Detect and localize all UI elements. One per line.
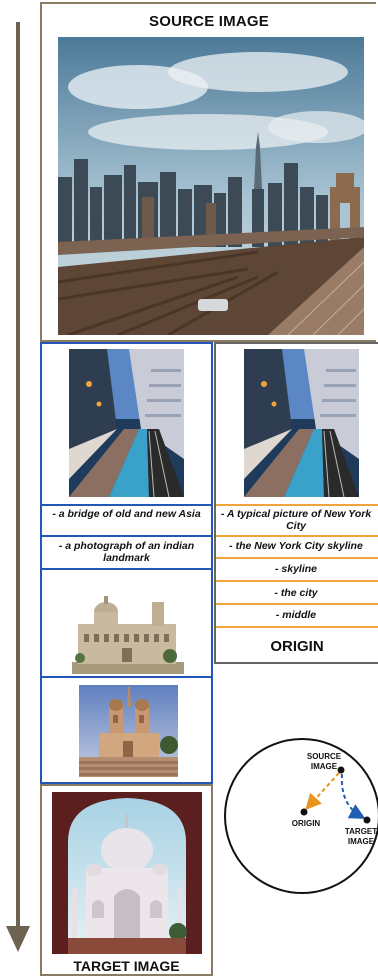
station-photo-orange xyxy=(244,349,359,497)
landmark-photo-palace xyxy=(72,582,184,674)
target-image-panel xyxy=(40,784,213,976)
orange-path-column xyxy=(214,342,378,664)
legend-target-label-line1: TARGET xyxy=(344,827,378,836)
palace-illustration xyxy=(72,582,184,674)
orange-separator xyxy=(216,504,378,506)
station-photo-blue xyxy=(69,349,184,497)
landmark-photo-church xyxy=(79,685,178,777)
train-station-illustration xyxy=(244,349,359,497)
target-image-title: TARGET IMAGE xyxy=(73,958,180,974)
legend-target-dot xyxy=(364,817,371,824)
orange-separator xyxy=(216,626,378,628)
orange-separator xyxy=(216,557,378,559)
blue-separator xyxy=(42,535,211,537)
source-photo-brooklyn-bridge xyxy=(58,37,364,335)
skyline-bridge-illustration xyxy=(58,37,364,335)
blue-separator xyxy=(42,504,211,506)
legend-circle xyxy=(225,739,378,893)
blue-separator xyxy=(42,676,211,678)
legend-target-label-line2: IMAGE xyxy=(347,837,375,846)
legend-source-label-line2: IMAGE xyxy=(310,762,338,771)
caption-orange-2: - the New York City skyline xyxy=(229,540,363,552)
target-photo-taj-mahal xyxy=(52,792,202,954)
legend-origin-dot xyxy=(301,809,308,816)
legend-diagram xyxy=(222,733,378,899)
orange-separator xyxy=(216,535,378,537)
legend-origin-label: ORIGIN xyxy=(291,819,321,828)
progress-arrow-shaft xyxy=(16,22,20,932)
origin-label: ORIGIN xyxy=(270,638,324,655)
caption-orange-5: - middle xyxy=(275,609,317,621)
source-image-title: SOURCE IMAGE xyxy=(149,13,269,30)
caption-blue-1: - a bridge of old and new Asia xyxy=(52,508,201,520)
caption-blue-2: - a photograph of an indian landmark xyxy=(58,540,195,564)
progress-arrow-head xyxy=(6,926,30,952)
church-illustration xyxy=(79,685,178,777)
caption-orange-3: - skyline xyxy=(274,563,318,575)
source-image-panel xyxy=(40,2,376,342)
orange-separator xyxy=(216,603,378,605)
taj-mahal-illustration xyxy=(52,792,202,954)
train-station-illustration xyxy=(69,349,184,497)
orange-separator xyxy=(216,580,378,582)
legend-source-dot xyxy=(338,767,345,774)
caption-orange-1: - A typical picture of New York City xyxy=(220,508,372,532)
blue-path-column xyxy=(40,342,213,784)
blue-separator xyxy=(42,568,211,570)
legend-source-label-line1: SOURCE xyxy=(306,752,342,761)
caption-orange-4: - the city xyxy=(274,587,318,599)
